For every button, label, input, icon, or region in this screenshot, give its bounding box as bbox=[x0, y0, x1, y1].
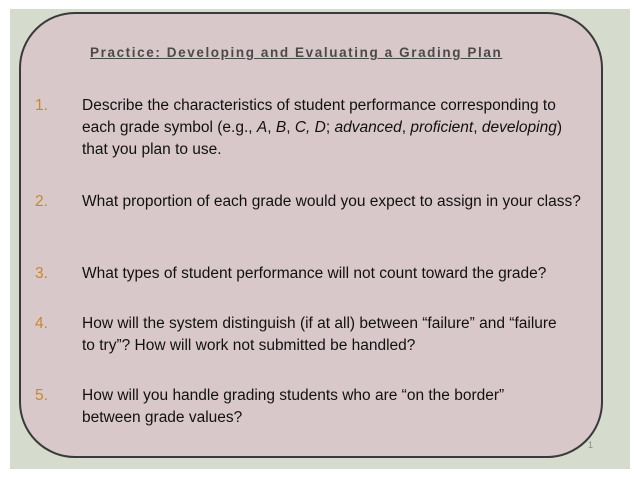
item-number: 4. bbox=[35, 315, 48, 332]
item-number: 1. bbox=[35, 97, 48, 114]
list-item bbox=[35, 191, 590, 213]
list-item bbox=[35, 313, 570, 357]
list-item bbox=[35, 263, 615, 285]
item-text: What proportion of each grade would you expect to assign in your class? bbox=[82, 193, 581, 210]
item-number: 2. bbox=[35, 193, 48, 210]
item-number: 3. bbox=[35, 265, 48, 282]
item-text: Describe the characteristics of student performance corresponding to each grade symbol (e.g., A, B, C, D; advanced, proficient, developing) that you plan to use. bbox=[82, 97, 563, 158]
item-number: 5. bbox=[35, 387, 48, 404]
item-text: How will you handle grading students who are “on the border” between grade values? bbox=[82, 387, 505, 426]
page-number: 1 bbox=[588, 440, 594, 450]
item-text: How will the system distinguish (if at all) between “failure” and “failure to try”? How will work not submitted be handled? bbox=[82, 315, 557, 354]
item-text: What types of student performance will not count toward the grade? bbox=[82, 265, 547, 282]
list-item bbox=[35, 385, 555, 429]
list-item bbox=[35, 95, 590, 161]
slide-title: Practice: Developing and Evaluating a Grading Plan bbox=[90, 45, 503, 60]
